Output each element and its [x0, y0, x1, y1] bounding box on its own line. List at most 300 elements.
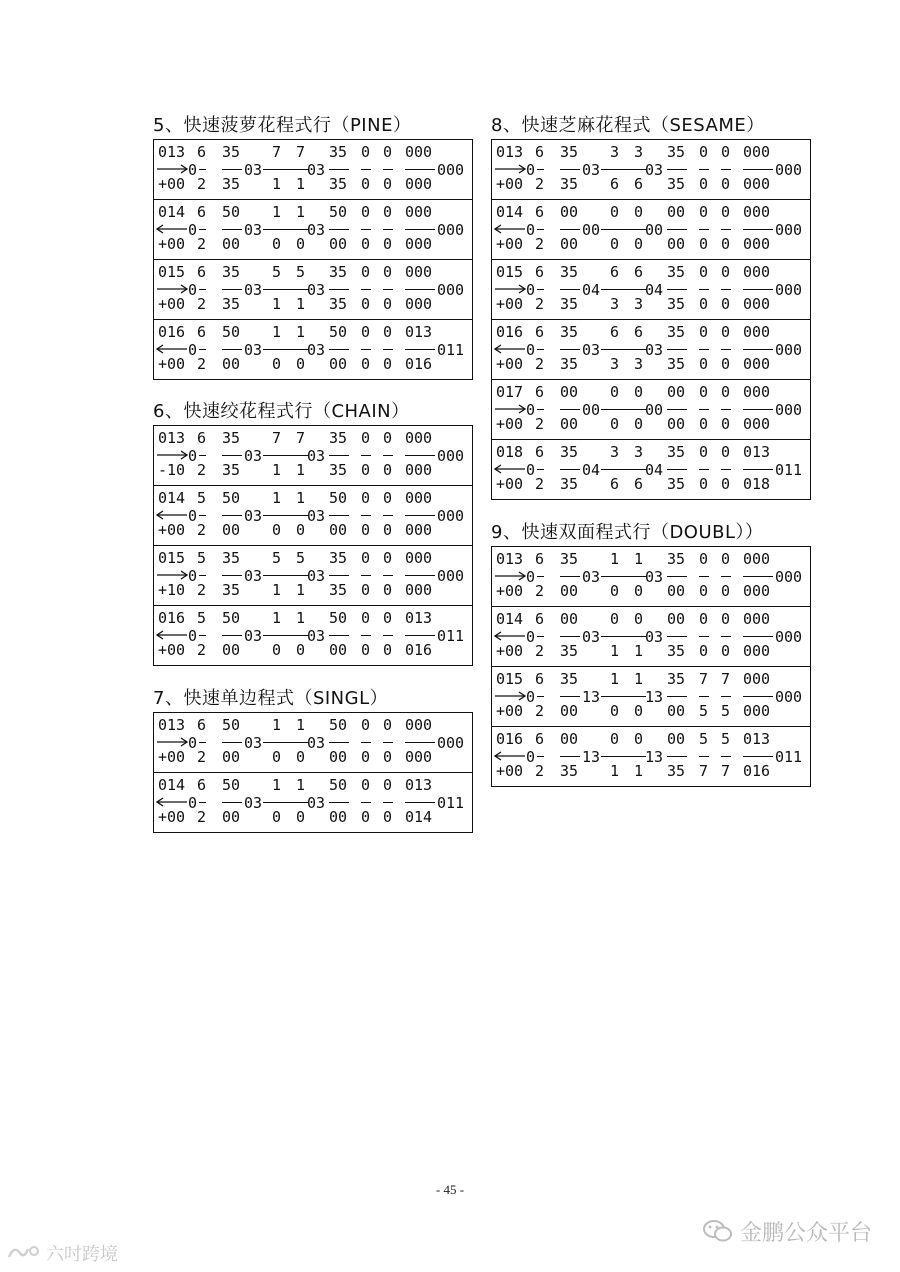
- fraction-line: [721, 696, 731, 697]
- row-value: 016: [743, 762, 771, 780]
- row-joiner: 03: [244, 341, 263, 359]
- row-value: 1: [272, 609, 282, 627]
- row-joiner: 03: [307, 567, 326, 585]
- row-value: 016: [405, 641, 433, 659]
- row-value: 3: [634, 295, 644, 313]
- row-value: 50: [222, 323, 241, 341]
- row-value: 0: [721, 610, 731, 628]
- row-value: 000: [405, 521, 433, 539]
- row-value: 00: [560, 582, 579, 600]
- row-value: 6: [610, 175, 620, 193]
- row-value: 35: [329, 581, 348, 599]
- row-end-value: 011: [775, 748, 803, 766]
- row-offset: -10: [158, 461, 186, 479]
- row-value: 3: [634, 443, 644, 461]
- fraction-line: [329, 169, 349, 170]
- row-value: 00: [667, 730, 686, 748]
- row-speed-sub: 2: [535, 355, 545, 373]
- row-speed-sub: 2: [197, 175, 207, 193]
- row-value: 00: [222, 235, 241, 253]
- row-step-number: 016: [158, 609, 186, 627]
- program-table: [153, 425, 473, 666]
- row-step-number: 014: [496, 203, 524, 221]
- row-joiner: 03: [307, 161, 326, 179]
- fraction-line: [721, 576, 731, 577]
- row-offset: +00: [496, 582, 524, 600]
- row-value: 1: [634, 670, 644, 688]
- row-joiner: 03: [307, 507, 326, 525]
- row-zero-marker: 0: [188, 734, 198, 752]
- fraction-line: [699, 409, 709, 410]
- watermark-left: [6, 1240, 118, 1268]
- row-value: 0: [383, 175, 393, 193]
- row-value: 7: [721, 670, 731, 688]
- row-value: 0: [699, 295, 709, 313]
- row-speed: 6: [535, 610, 545, 628]
- row-value: 000: [405, 748, 433, 766]
- row-offset: +00: [496, 355, 524, 373]
- fraction-line: [361, 229, 371, 230]
- row-end-value: 011: [437, 341, 465, 359]
- row-value: 0: [721, 143, 731, 161]
- row-value: 0: [721, 175, 731, 193]
- row-value: 013: [405, 609, 433, 627]
- fraction-line: [405, 802, 435, 803]
- arrow-left-icon: [154, 486, 188, 545]
- fraction-line: [222, 802, 242, 803]
- fraction-line: [601, 576, 646, 577]
- row-value: 000: [743, 263, 771, 281]
- row-value: 000: [405, 203, 433, 221]
- row-offset: +10: [158, 581, 186, 599]
- row-speed: 6: [535, 203, 545, 221]
- row-speed-sub: 2: [535, 762, 545, 780]
- row-value: 013: [743, 443, 771, 461]
- fraction-line: [537, 756, 544, 757]
- row-value: 6: [634, 475, 644, 493]
- row-value: 5: [296, 263, 306, 281]
- fraction-line: [537, 696, 544, 697]
- fraction-line: [699, 576, 709, 577]
- row-value: 35: [667, 443, 686, 461]
- row-value: 35: [560, 295, 579, 313]
- program-row: [492, 727, 810, 787]
- fraction-line: [743, 169, 773, 170]
- row-zero-marker: 0: [526, 568, 536, 586]
- row-speed: 6: [535, 730, 545, 748]
- row-value: 35: [222, 263, 241, 281]
- row-value: 0: [699, 582, 709, 600]
- fraction-line: [361, 742, 371, 743]
- row-value: 35: [560, 475, 579, 493]
- row-step-number: 017: [496, 383, 524, 401]
- row-step-number: 015: [496, 670, 524, 688]
- row-value: 35: [667, 642, 686, 660]
- row-value: 0: [272, 748, 282, 766]
- fraction-line: [222, 635, 242, 636]
- row-joiner: 04: [582, 281, 601, 299]
- row-value: 35: [667, 323, 686, 341]
- row-value: 0: [361, 808, 371, 826]
- fraction-line: [601, 469, 646, 470]
- arrow-left-icon: [154, 773, 188, 832]
- row-value: 35: [222, 461, 241, 479]
- row-zero-marker: 0: [526, 401, 536, 419]
- fraction-line: [743, 409, 773, 410]
- row-end-value: 000: [775, 161, 803, 179]
- row-zero-marker: 0: [188, 507, 198, 525]
- row-value: 0: [610, 730, 620, 748]
- row-step-number: 014: [158, 489, 186, 507]
- row-value: 00: [329, 235, 348, 253]
- fraction-line: [699, 289, 709, 290]
- row-value: 1: [296, 716, 306, 734]
- row-value: 35: [560, 670, 579, 688]
- row-value: 0: [272, 641, 282, 659]
- row-joiner: 04: [645, 281, 664, 299]
- row-value: 35: [560, 443, 579, 461]
- row-zero-marker: 0: [526, 461, 536, 479]
- row-value: 0: [383, 203, 393, 221]
- row-offset: +00: [158, 641, 186, 659]
- fraction-line: [699, 756, 709, 757]
- row-value: 6: [634, 323, 644, 341]
- fraction-line: [601, 636, 646, 637]
- fraction-line: [199, 229, 206, 230]
- fraction-line: [199, 575, 206, 576]
- row-end-value: 000: [437, 507, 465, 525]
- row-value: 0: [634, 383, 644, 401]
- fraction-line: [222, 349, 242, 350]
- fraction-line: [263, 635, 308, 636]
- fraction-line: [361, 289, 371, 290]
- row-value: 3: [634, 143, 644, 161]
- row-value: 0: [721, 550, 731, 568]
- row-step-number: 016: [496, 730, 524, 748]
- fraction-line: [699, 349, 709, 350]
- fraction-line: [537, 349, 544, 350]
- row-value: 0: [361, 235, 371, 253]
- fraction-line: [601, 169, 646, 170]
- row-value: 0: [296, 641, 306, 659]
- row-value: 00: [560, 415, 579, 433]
- row-value: 0: [699, 323, 709, 341]
- row-value: 5: [272, 549, 282, 567]
- fraction-line: [361, 349, 371, 350]
- row-value: 1: [296, 461, 306, 479]
- row-value: 0: [361, 549, 371, 567]
- row-value: 50: [329, 323, 348, 341]
- program-row: [492, 260, 810, 320]
- section-title: 7、快速单边程式（SINGL）: [153, 688, 389, 709]
- row-offset: +00: [158, 175, 186, 193]
- fraction-line: [222, 515, 242, 516]
- row-value: 000: [743, 670, 771, 688]
- row-value: 000: [405, 489, 433, 507]
- row-value: 35: [560, 355, 579, 373]
- arrow-right-icon: [492, 260, 526, 319]
- row-value: 1: [296, 323, 306, 341]
- row-value: 0: [699, 263, 709, 281]
- row-value: 7: [721, 762, 731, 780]
- row-value: 7: [272, 429, 282, 447]
- row-end-value: 000: [775, 568, 803, 586]
- row-value: 35: [667, 175, 686, 193]
- section-title: 5、快速菠萝花程式行（PINE）: [153, 115, 412, 136]
- program-row: [492, 320, 810, 380]
- row-value: 0: [361, 776, 371, 794]
- row-value: 0: [721, 582, 731, 600]
- row-value: 0: [610, 235, 620, 253]
- row-value: 0: [272, 808, 282, 826]
- fraction-line: [383, 515, 393, 516]
- row-speed-sub: 2: [535, 642, 545, 660]
- row-value: 000: [405, 581, 433, 599]
- row-value: 0: [361, 203, 371, 221]
- row-speed: 6: [535, 443, 545, 461]
- row-joiner: 03: [582, 568, 601, 586]
- fraction-line: [199, 515, 206, 516]
- row-value: 1: [296, 175, 306, 193]
- fraction-line: [361, 455, 371, 456]
- row-value: 000: [743, 235, 771, 253]
- fraction-line: [361, 515, 371, 516]
- fraction-line: [743, 469, 773, 470]
- row-step-number: 013: [158, 429, 186, 447]
- row-joiner: 03: [645, 628, 664, 646]
- fraction-line: [537, 169, 544, 170]
- row-joiner: 04: [645, 461, 664, 479]
- row-value: 35: [667, 263, 686, 281]
- row-value: 016: [405, 355, 433, 373]
- program-row: [154, 713, 472, 773]
- row-joiner: 03: [244, 567, 263, 585]
- row-value: 3: [610, 355, 620, 373]
- row-speed-sub: 2: [535, 702, 545, 720]
- row-value: 0: [610, 203, 620, 221]
- program-row: [154, 200, 472, 260]
- row-value: 0: [272, 235, 282, 253]
- row-joiner: 03: [244, 161, 263, 179]
- row-value: 35: [560, 175, 579, 193]
- row-speed: 6: [197, 716, 207, 734]
- row-value: 1: [272, 776, 282, 794]
- fraction-line: [537, 469, 544, 470]
- row-value: 35: [222, 295, 241, 313]
- fraction-line: [699, 636, 709, 637]
- program-row: [154, 260, 472, 320]
- fraction-line: [263, 802, 308, 803]
- row-joiner: 03: [645, 341, 664, 359]
- row-value: 014: [405, 808, 433, 826]
- fraction-line: [560, 409, 580, 410]
- row-value: 00: [222, 521, 241, 539]
- row-zero-marker: 0: [188, 281, 198, 299]
- row-value: 00: [222, 748, 241, 766]
- row-joiner: 03: [582, 161, 601, 179]
- fraction-line: [560, 349, 580, 350]
- row-speed-sub: 2: [197, 641, 207, 659]
- watermark-left-text: 六吋跨境: [46, 1244, 118, 1265]
- fraction-line: [537, 636, 544, 637]
- row-value: 50: [329, 776, 348, 794]
- row-joiner: 03: [582, 628, 601, 646]
- row-value: 1: [296, 609, 306, 627]
- row-offset: +00: [496, 642, 524, 660]
- row-joiner: 13: [582, 748, 601, 766]
- row-value: 000: [405, 175, 433, 193]
- row-value: 1: [634, 762, 644, 780]
- row-value: 1: [296, 581, 306, 599]
- row-joiner: 03: [307, 341, 326, 359]
- row-value: 1: [610, 550, 620, 568]
- row-step-number: 013: [158, 143, 186, 161]
- arrow-right-icon: [154, 260, 188, 319]
- row-value: 6: [610, 323, 620, 341]
- row-zero-marker: 0: [526, 221, 536, 239]
- row-value: 0: [383, 641, 393, 659]
- row-zero-marker: 0: [188, 161, 198, 179]
- row-speed-sub: 2: [535, 175, 545, 193]
- watermark-right: [702, 1216, 872, 1250]
- row-value: 1: [296, 776, 306, 794]
- row-offset: +00: [496, 175, 524, 193]
- arrow-left-icon: [492, 607, 526, 666]
- fraction-line: [537, 576, 544, 577]
- row-value: 000: [743, 143, 771, 161]
- fraction-line: [667, 756, 687, 757]
- row-value: 0: [361, 429, 371, 447]
- row-value: 6: [610, 475, 620, 493]
- row-value: 0: [383, 429, 393, 447]
- fraction-line: [405, 349, 435, 350]
- arrow-right-icon: [492, 380, 526, 439]
- row-value: 35: [329, 429, 348, 447]
- row-value: 00: [667, 702, 686, 720]
- row-value: 000: [743, 642, 771, 660]
- row-value: 0: [699, 175, 709, 193]
- row-value: 35: [560, 263, 579, 281]
- row-value: 35: [667, 143, 686, 161]
- row-value: 0: [383, 716, 393, 734]
- fraction-line: [699, 469, 709, 470]
- row-end-value: 000: [775, 628, 803, 646]
- row-value: 3: [610, 143, 620, 161]
- page-number: - 45 -: [435, 1182, 465, 1197]
- row-value: 000: [405, 461, 433, 479]
- row-value: 0: [721, 642, 731, 660]
- row-value: 35: [222, 429, 241, 447]
- row-value: 0: [610, 702, 620, 720]
- row-value: 0: [634, 610, 644, 628]
- row-offset: +00: [158, 748, 186, 766]
- row-value: 0: [699, 415, 709, 433]
- row-value: 000: [743, 295, 771, 313]
- fraction-line: [405, 455, 435, 456]
- fraction-line: [405, 289, 435, 290]
- fraction-line: [199, 349, 206, 350]
- row-speed-sub: 2: [197, 235, 207, 253]
- row-value: 50: [222, 716, 241, 734]
- fraction-line: [667, 229, 687, 230]
- program-row: [492, 200, 810, 260]
- row-value: 000: [743, 323, 771, 341]
- row-value: 35: [667, 355, 686, 373]
- program-row: [492, 440, 810, 500]
- program-section: [153, 399, 473, 666]
- row-value: 000: [405, 429, 433, 447]
- row-value: 1: [634, 550, 644, 568]
- row-value: 50: [329, 609, 348, 627]
- row-speed: 5: [197, 549, 207, 567]
- arrow-right-icon: [154, 140, 188, 199]
- fraction-line: [601, 409, 646, 410]
- fraction-line: [199, 635, 206, 636]
- fraction-line: [329, 289, 349, 290]
- fraction-line: [721, 229, 731, 230]
- row-joiner: 03: [244, 281, 263, 299]
- row-speed-sub: 2: [197, 355, 207, 373]
- row-step-number: 015: [496, 263, 524, 281]
- row-offset: +00: [496, 762, 524, 780]
- row-value: 0: [634, 203, 644, 221]
- arrow-right-icon: [492, 140, 526, 199]
- fraction-line: [329, 635, 349, 636]
- row-joiner: 03: [307, 734, 326, 752]
- fraction-line: [405, 635, 435, 636]
- row-value: 018: [743, 475, 771, 493]
- arrow-left-icon: [154, 606, 188, 665]
- row-value: 0: [699, 235, 709, 253]
- row-value: 013: [405, 323, 433, 341]
- row-value: 1: [610, 762, 620, 780]
- row-step-number: 015: [158, 263, 186, 281]
- row-end-value: 000: [775, 688, 803, 706]
- fraction-line: [329, 575, 349, 576]
- row-value: 35: [329, 143, 348, 161]
- fraction-line: [405, 169, 435, 170]
- row-zero-marker: 0: [188, 627, 198, 645]
- row-value: 000: [743, 355, 771, 373]
- row-step-number: 013: [496, 143, 524, 161]
- row-value: 1: [272, 323, 282, 341]
- fraction-line: [263, 515, 308, 516]
- row-end-value: 011: [775, 461, 803, 479]
- row-speed: 5: [197, 609, 207, 627]
- row-speed: 6: [535, 383, 545, 401]
- fraction-line: [405, 515, 435, 516]
- row-value: 00: [329, 355, 348, 373]
- row-value: 0: [296, 521, 306, 539]
- row-value: 000: [405, 549, 433, 567]
- row-step-number: 014: [496, 610, 524, 628]
- fraction-line: [199, 289, 206, 290]
- row-value: 000: [405, 716, 433, 734]
- row-speed-sub: 2: [535, 475, 545, 493]
- fraction-line: [667, 169, 687, 170]
- row-speed-sub: 2: [535, 582, 545, 600]
- row-value: 00: [329, 521, 348, 539]
- row-value: 0: [699, 355, 709, 373]
- fraction-line: [383, 802, 393, 803]
- arrow-right-icon: [492, 547, 526, 606]
- fraction-line: [699, 696, 709, 697]
- row-value: 0: [699, 443, 709, 461]
- row-joiner: 00: [645, 401, 664, 419]
- fraction-line: [721, 169, 731, 170]
- row-value: 0: [361, 323, 371, 341]
- row-value: 0: [361, 716, 371, 734]
